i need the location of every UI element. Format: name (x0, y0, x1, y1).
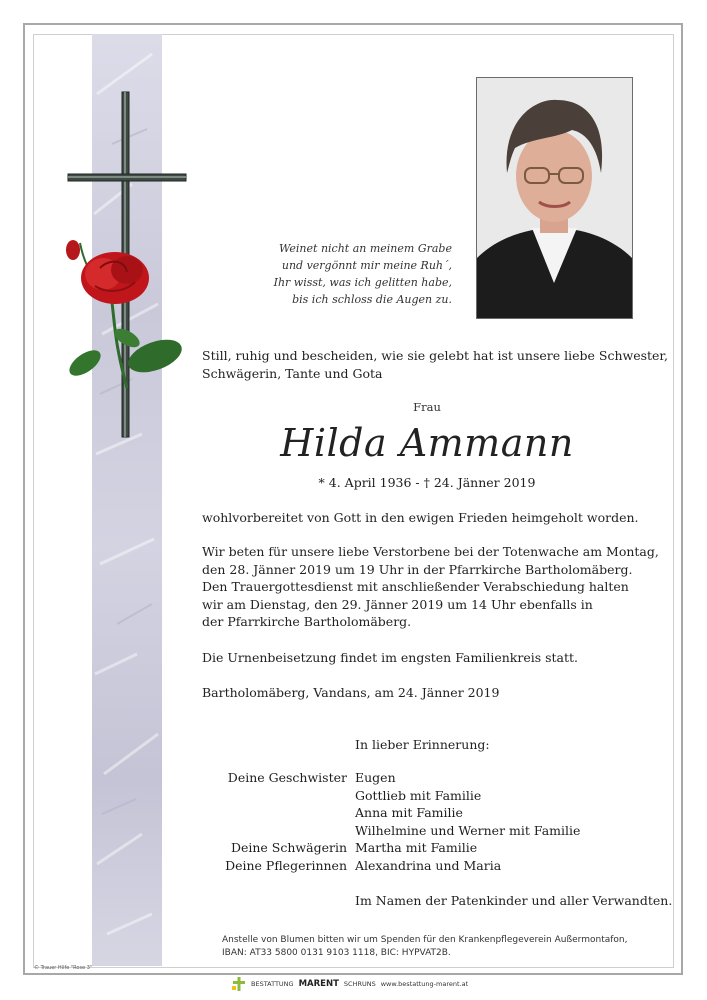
donation-line: Anstelle von Blumen bitten wir um Spenden für den Krankenpflegeverein Außermontafon, (222, 935, 628, 945)
mourner-name: Alexandrina und Maria (355, 857, 502, 873)
deceased-name: Hilda Ammann (280, 421, 574, 465)
service-line: der Pfarrkirche Bartholomäberg. (202, 614, 412, 629)
logo-name: MARENT (298, 979, 339, 989)
quote-line: Weinet nicht an meinem Grabe (279, 242, 452, 255)
logo-place: SCHRUNS (343, 980, 376, 988)
donation-line: IBAN: AT33 5800 0131 9103 1118, BIC: HYPVAT2B. (222, 948, 451, 958)
mourner-name: Anna mit Familie (355, 805, 463, 820)
intro-line: Still, ruhig und bescheiden, wie sie gelebt hat ist unsere liebe Schwester, (202, 348, 669, 363)
mourner-name: Gottlieb mit Familie (355, 787, 482, 803)
mourner-label (202, 787, 347, 805)
mourner-label: Deine Pflegerinnen (225, 857, 347, 873)
mourner-name: Wilhelmine und Werner mit Familie (355, 822, 581, 838)
mourner-label (202, 804, 347, 822)
mourners-heading: In lieber Erinnerung: (355, 737, 490, 752)
title-frau: Frau (413, 400, 441, 414)
mourner-label (202, 822, 347, 840)
paragraph-urn: Die Urnenbeisetzung findet im engsten Familienkreis statt. (202, 650, 579, 665)
mourner-label: Deine Schwägerin (230, 840, 347, 855)
service-line: Den Trauergottesdienst mit anschließender Verabschiedung halten (202, 579, 629, 594)
mourner-name: Eugen (355, 770, 396, 785)
service-line: den 28. Jänner 2019 um 19 Uhr in der Pfarrkirche Bartholomäberg. (202, 561, 633, 577)
bestattung-logo-icon (232, 977, 246, 991)
paragraph-service (202, 543, 659, 631)
memorial-quote (250, 240, 452, 308)
paragraph-death: wohlvorbereitet von Gott in den ewigen Frieden heimgeholt worden. (202, 510, 639, 525)
place-date: Bartholomäberg, Vandans, am 24. Jänner 2019 (202, 685, 500, 700)
intro-line: Schwägerin, Tante und Gota (202, 365, 383, 381)
image-credit: © Trauer Hilfe "Rose 3" (34, 965, 93, 971)
closing-line: Im Namen der Patenkinder und aller Verwandten. (355, 893, 673, 908)
life-dates: * 4. April 1936 - † 24. Jänner 2019 (318, 475, 536, 490)
mourner-names (355, 769, 580, 874)
undertaker-logo (232, 977, 468, 991)
quote-line: Ihr wisst, was ich gelitten habe, (273, 276, 452, 289)
quote-line: bis ich schloss die Augen zu. (292, 293, 452, 306)
rose-icon (55, 228, 190, 388)
service-line: wir am Dienstag, den 29. Jänner 2019 um 14 Uhr ebenfalls in (202, 596, 593, 612)
mourner-label: Deine Geschwister (227, 770, 347, 785)
quote-line: und vergönnt mir meine Ruh´, (281, 259, 452, 272)
mourner-labels (202, 769, 347, 874)
service-line: Wir beten für unsere liebe Verstorbene bei der Totenwache am Montag, (202, 544, 659, 559)
logo-prefix: BESTATTUNG (251, 980, 294, 988)
portrait-photo (476, 77, 633, 319)
intro-text (202, 347, 668, 382)
mourner-name: Martha mit Familie (355, 840, 478, 855)
logo-url[interactable]: www.bestattung-marent.at (380, 980, 469, 988)
donation-note (222, 934, 627, 960)
